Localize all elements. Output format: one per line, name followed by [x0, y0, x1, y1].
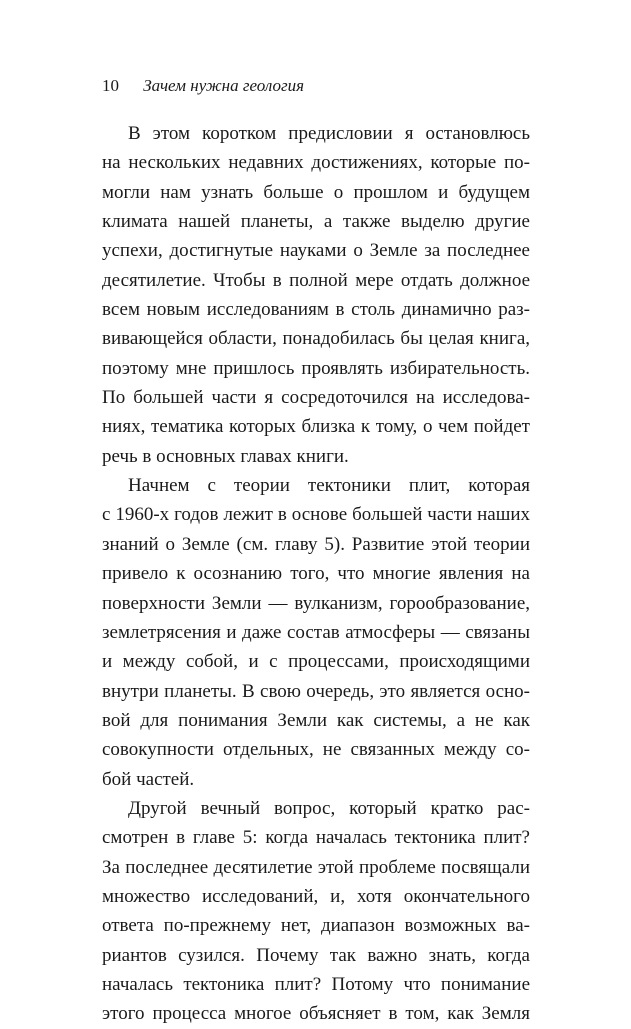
text-line: и между собой, и с процессами, происходящими	[102, 651, 530, 673]
text-line: Начнем с теории тектоники плит, которая	[128, 475, 530, 497]
text-line: вой для понимания Земли как системы, а не как	[102, 709, 530, 731]
text-line: землетрясения и даже состав атмосферы — связаны	[102, 621, 530, 643]
text-line: По большей части я сосредоточился на исследова-	[102, 387, 530, 409]
text-line: на нескольких недавних достижениях, которые по-	[102, 152, 530, 174]
text-line: речь в основных главах книги.	[102, 445, 349, 467]
text-line: поэтому мне пришлось проявлять избирательность.	[102, 357, 530, 379]
text-line: Другой вечный вопрос, который кратко рас-	[128, 797, 530, 819]
text-line: знаний о Земле (см. главу 5). Развитие этой теории	[102, 533, 530, 555]
text-line: В этом коротком предисловии я остановлюсь	[128, 123, 530, 144]
text-line: с 1960-х годов лежит в основе большей части наших	[102, 504, 530, 526]
text-line: ниях, тематика которых близка к тому, о чем пойдет	[102, 416, 530, 438]
text-line: поверхности Земли — вулканизм, горообразование,	[102, 592, 530, 614]
text-line: десятилетие. Чтобы в полной мере отдать должное	[102, 269, 530, 291]
text-line: успехи, достигнутые науками о Земле за последнее	[102, 240, 530, 262]
text-line: могли нам узнать больше о прошлом и будущем	[102, 181, 530, 203]
text-line: внутри планеты. В свою очередь, это является осно-	[102, 680, 530, 702]
text-line: бой частей.	[102, 768, 195, 790]
text-line: вивающейся области, понадобилась бы целая книга,	[102, 328, 530, 350]
text-line: риантов сузился. Почему так важно знать, когда	[102, 944, 530, 966]
text-line: ответа по-прежнему нет, диапазон возможных ва-	[102, 915, 530, 937]
page-number: 10	[102, 76, 119, 95]
body-text	[102, 119, 530, 1029]
text-line: началась тектоника плит? Потому что понимание	[102, 973, 530, 995]
text-line: климата нашей планеты, а также выделю другие	[102, 211, 530, 233]
text-line: смотрен в главе 5: когда началась тектоника плит?	[102, 827, 530, 849]
text-line: этого процесса многое объясняет в том, как Земля	[102, 1003, 530, 1025]
running-title: Зачем нужна геология	[143, 76, 305, 95]
text-line: всем новым исследованиям в столь динамично раз-	[102, 299, 530, 321]
text-line: совокупности отдельных, не связанных между со-	[102, 739, 530, 761]
text-line: За последнее десятилетие этой проблеме посвящали	[102, 856, 530, 878]
text-line: множество исследований, и, хотя окончательного	[102, 885, 530, 907]
text-line: привело к осознанию того, что многие явления на	[102, 563, 530, 585]
page-header	[102, 76, 304, 96]
